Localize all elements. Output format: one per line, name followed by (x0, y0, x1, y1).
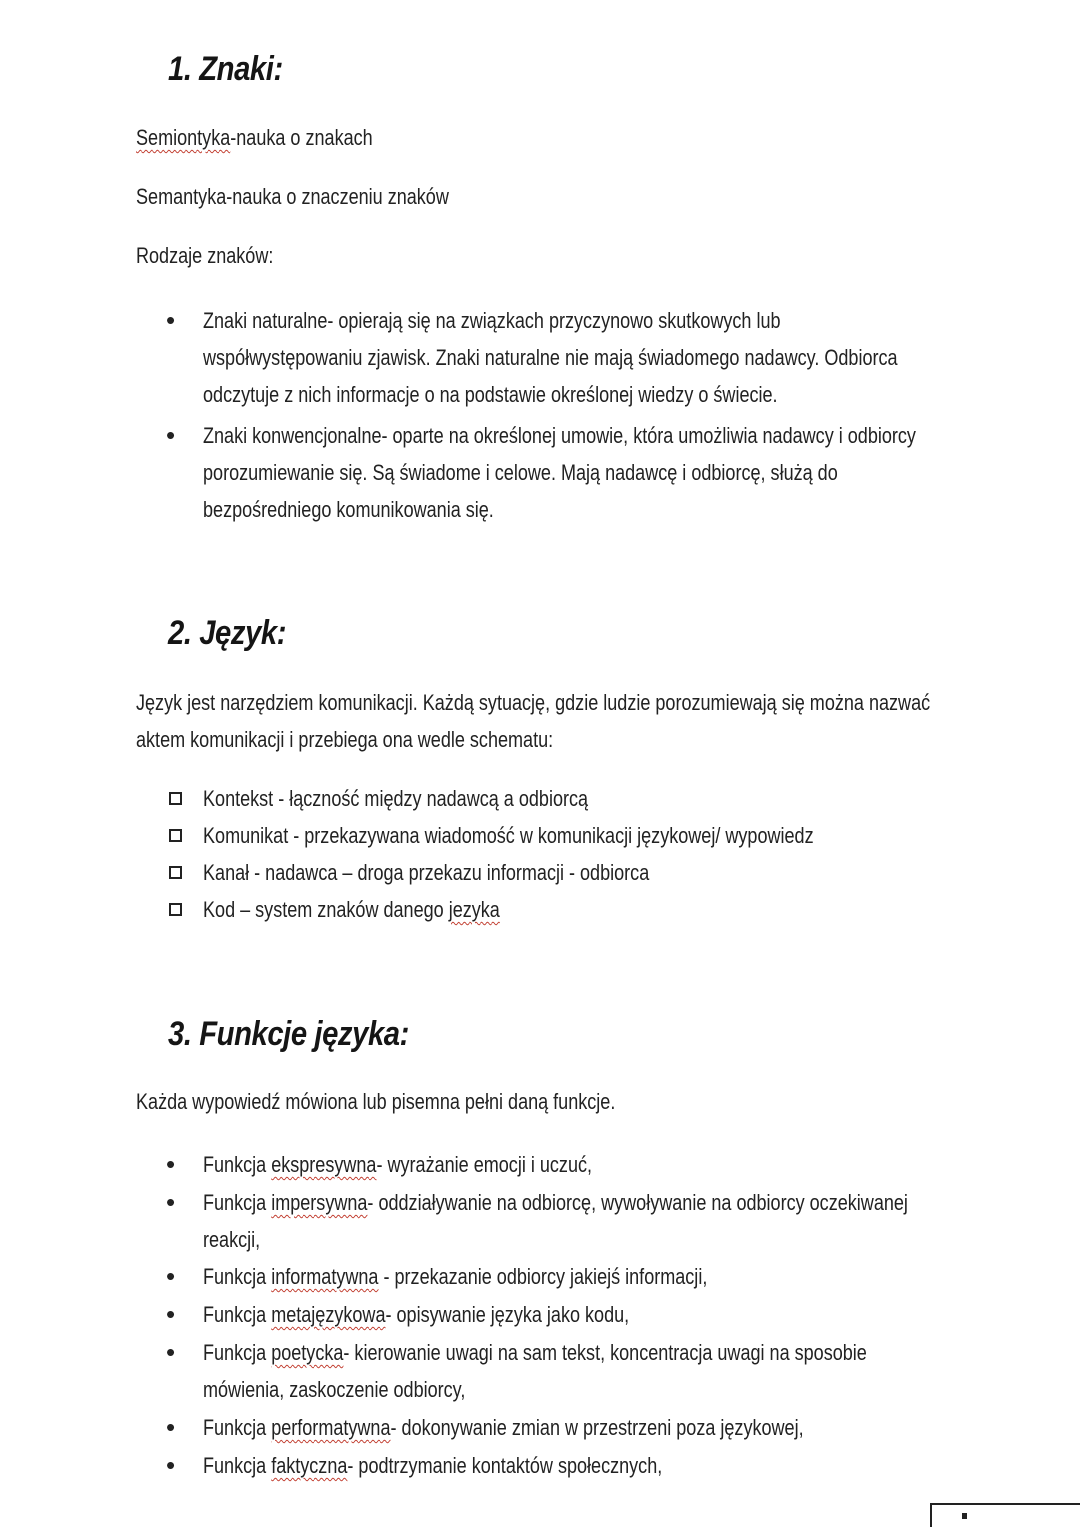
heading-znaki: 1. Znaki: (168, 50, 283, 88)
list-item-line: bezpośredniego komunikowania się. (203, 497, 494, 522)
bullet-icon: • (166, 1261, 176, 1291)
bullet-icon: • (166, 305, 176, 335)
paragraph-line: Język jest narzędziem komunikacji. Każdą sytuację, gdzie ludzie porozumiewają się można nazwać (136, 690, 931, 715)
bullet-icon: • (166, 1299, 176, 1329)
function-term: faktyczna (271, 1453, 348, 1478)
semantyka-line: Semantyka-nauka o znaczeniu znaków (136, 184, 449, 209)
bullet-icon: • (166, 1187, 176, 1217)
checkbox-square-icon (169, 866, 182, 879)
checkbox-square-icon (169, 829, 182, 842)
heading-jezyk: 2. Język: (168, 614, 287, 652)
semiotyka-term: Semiontyka (136, 125, 231, 150)
bullet-icon: • (166, 420, 176, 450)
function-term: metajęzykowa (271, 1302, 386, 1327)
page-corner-frame (930, 1503, 1080, 1527)
function-term: informatywna (271, 1264, 379, 1289)
function-term: impersywna (271, 1190, 368, 1215)
list-item-line: współwystępowaniu zjawisk. Znaki naturalne nie mają świadomego nadawcy. Odbiorca (203, 345, 898, 370)
semiotyka-definition: -nauka o znakach (230, 125, 373, 150)
funkcje-intro: Każda wypowiedź mówiona lub pisemna pełni daną funkcje. (136, 1089, 616, 1114)
checkbox-square-icon (169, 903, 182, 916)
list-item-line: Znaki konwencjonalne- oparte na określonej umowie, która umożliwia nadawcy i odbiorcy (203, 423, 916, 448)
function-term: poetycka (271, 1340, 344, 1365)
rodzaje-label: Rodzaje znaków: (136, 243, 274, 268)
bullet-icon: • (166, 1149, 176, 1179)
bullet-icon: • (166, 1412, 176, 1442)
function-term: ekspresywna (271, 1152, 377, 1177)
paragraph-line: aktem komunikacji i przebiega ona wedle schematu: (136, 727, 554, 752)
corner-mark (962, 1513, 967, 1519)
document-page: 1. Znaki: Semiontyka-nauka o znakach Semantyka-nauka o znaczeniu znaków Rodzaje znaków: • Znaki naturalne- opierają się na związkach przyczynowo skutkowych lub współwystępowaniu zjawisk. Znaki naturalne nie mają świadomego nadawcy. Odbiorca odczytuje z nich informacje o na podstawie określonej wiedzy o świecie. • Znaki konwencjonalne- oparte na określonej umowie, która umożliwia nadawcy i odbiorcy porozumiewanie się. Są świadome i celowe. Mają nadawcę i odbiorcę, służą do bezpośredniego komunikowania się. 2. Język: Język jest narzędziem komunikacji. Każdą sytuację, gdzie ludzie porozumiewają się można nazwać aktem komunikacji i przebiega ona wedle schematu: Kontekst - łączność między nadawcą a odbiorcą Komunikat - przekazywana wiadomość w komunikacji językowej/ wypowiedz Kanał - nadawca – droga przekazu informacji - odbiorca Kod – system znaków danego jezyka 3. Funkcje języka: Każda wypowiedź mówiona lub pisemna pełni daną funkcje. • Funkcja ekspresywna- wyrażanie emocji i uczuć, • Funkcja impersywna- oddziaływanie na odbiorcę, wywoływanie na odbiorcy oczekiwanej reakcji, • Funkcja informatywna - przekazanie odbiorcy jakiejś informacji, • Funkcja metajęzykowa- opisywanie języka jako kodu, • Funkcja poetycka- kierowanie uwagi na sam tekst, koncentracja uwagi na sposobie mówienia, zaskoczenie odbiorcy, • Funkcja performatywna- dokonywanie zmian w przestrzeni poza językowej, • Funkcja faktyczna- podtrzymanie kontaktów społecznych, (0, 0, 1080, 1527)
bullet-icon: • (166, 1450, 176, 1480)
list-item-text: Kod – system znaków danego jezyka (203, 897, 500, 922)
list-item-text: Kontekst - łączność między nadawcą a odbiorcą (203, 786, 589, 811)
list-item-line: porozumiewanie się. Są świadome i celowe. Mają nadawcę i odbiorcę, służą do (203, 460, 838, 485)
list-item-text: Komunikat - przekazywana wiadomość w komunikacji językowej/ wypowiedz (203, 823, 814, 848)
jezyk-intro (136, 684, 930, 758)
jezyka-term: jezyka (448, 897, 500, 922)
list-item-line: Znaki naturalne- opierają się na związkach przyczynowo skutkowych lub (203, 308, 781, 333)
list-item-line: odczytuje z nich informacje o na podstawie określonej wiedzy o świecie. (203, 382, 778, 407)
heading-funkcje-jezyka: 3. Funkcje języka: (168, 1015, 409, 1053)
function-term: performatywna (271, 1415, 391, 1440)
checkbox-square-icon (169, 792, 182, 805)
bullet-icon: • (166, 1337, 176, 1367)
list-item-text: Kanał - nadawca – droga przekazu informacji - odbiorca (203, 860, 650, 885)
semiotyka-line (136, 119, 373, 156)
